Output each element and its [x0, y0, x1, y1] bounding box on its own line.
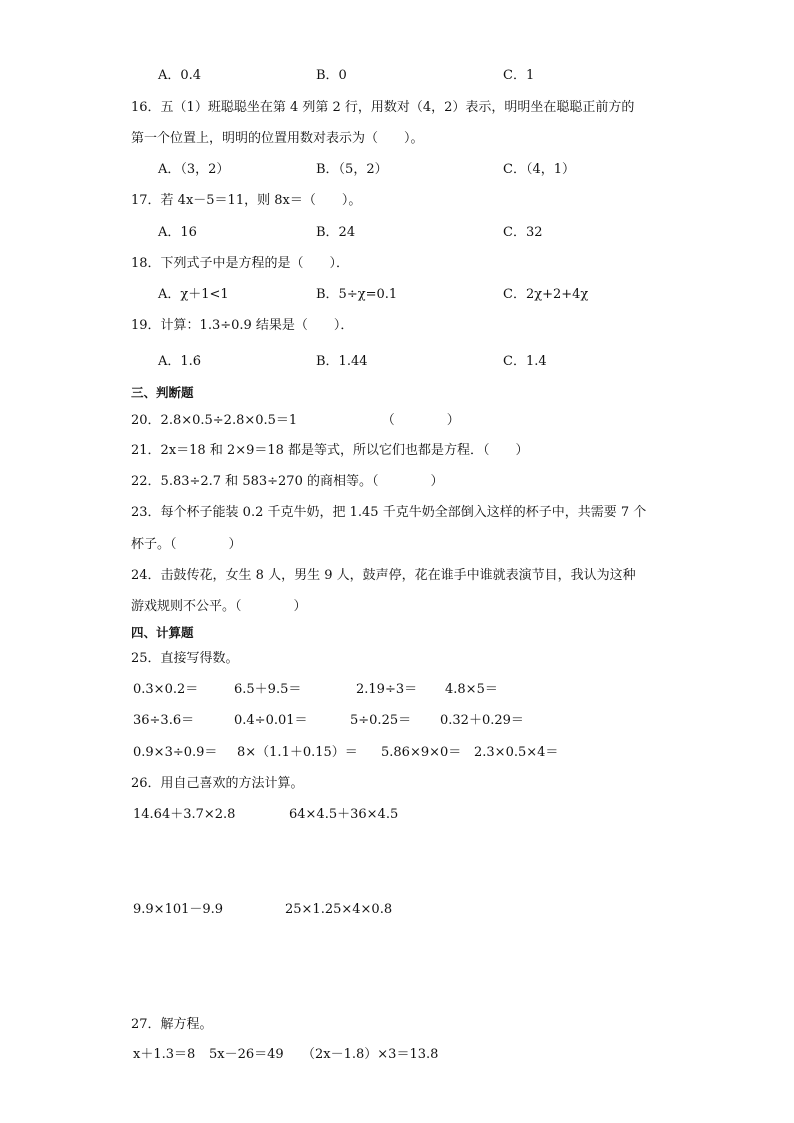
q25-item: 5.86×9×0＝: [381, 745, 462, 760]
q25-item: 6.5＋9.5＝: [234, 682, 302, 697]
q22-text: 22．5.83÷2.7 和 583÷270 的商相等。（ ）: [131, 474, 444, 489]
q24-text-line1: 24．击鼓传花，女生 8 人，男生 9 人，鼓声停，花在谁手中谁就表演节目，我认为这种: [131, 568, 636, 583]
q26-item: 64×4.5＋36×4.5: [289, 807, 399, 822]
q24-text-line2: 游戏规则不公平。（ ）: [131, 599, 307, 614]
q16-text-line2: 第一个位置上，明明的位置用数对表示为（ ）。: [131, 131, 424, 146]
q25-item: 2.19÷3＝: [356, 682, 418, 697]
q20-text: 20．2.8×0.5÷2.8×0.5＝1 （ ）: [131, 413, 460, 428]
q27-item: x＋1.3＝8: [133, 1047, 196, 1062]
q25-item: 4.8×5＝: [445, 682, 498, 697]
q25-item: 0.3×0.2＝: [133, 682, 199, 697]
q15-option-c: C．1: [503, 68, 535, 83]
q25-title: 25．直接写得数。: [131, 651, 239, 666]
q21-text: 21．2x＝18 和 2×9＝18 都是等式，所以它们也都是方程．（ ）: [131, 443, 529, 458]
q18-option-c: C．2χ+2+4χ: [503, 287, 589, 302]
q25-item: 5÷0.25＝: [350, 713, 412, 728]
q17-option-c: C．32: [503, 225, 543, 240]
q23-text-line2: 杯子。（ ）: [131, 537, 242, 552]
q18-option-a: A．χ＋1<1: [158, 287, 229, 302]
q26-item: 14.64＋3.7×2.8: [133, 807, 236, 822]
q19-option-a: A．1.6̇: [158, 354, 202, 369]
q25-item: 36÷3.6＝: [133, 713, 195, 728]
section-title-judgement: 三、判断题: [131, 385, 194, 400]
q25-item: 0.9×3÷0.9＝: [133, 745, 218, 760]
q19-text: 19．计算：1.3÷0.9 结果是（ ）．: [131, 318, 354, 333]
q17-option-b: B．24: [316, 225, 356, 240]
section-title-calculation: 四、计算题: [131, 625, 194, 640]
q17-text: 17．若 4x－5＝11，则 8x＝（ ）。: [131, 193, 362, 208]
q25-item: 0.32＋0.29＝: [440, 713, 524, 728]
q15-option-a: A．0.4: [158, 68, 202, 83]
q25-item: 8×（1.1＋0.15）＝: [237, 745, 358, 760]
q18-text: 18．下列式子中是方程的是（ ）．: [131, 256, 350, 271]
q27-title: 27．解方程。: [131, 1017, 213, 1032]
q16-option-b: B．（5，2）: [316, 162, 388, 177]
q27-item: 5x－26＝49: [209, 1047, 284, 1062]
q19-option-c: C．1.4̇: [503, 354, 547, 369]
q25-item: 0.4÷0.01＝: [234, 713, 308, 728]
q15-option-b: B．0: [316, 68, 347, 83]
q26-item: 25×1.25×4×0.8: [285, 902, 393, 917]
q23-text-line1: 23．每个杯子能装 0.2 千克牛奶，把 1.45 千克牛奶全部倒入这样的杯子中，共需要 7 个: [131, 505, 647, 520]
q17-option-a: A．16: [158, 225, 197, 240]
q16-option-a: A．（3，2）: [158, 162, 230, 177]
q27-item: （2x－1.8）×3＝13.8: [302, 1047, 439, 1062]
q16-option-c: C．（4，1）: [503, 162, 575, 177]
q25-item: 2.3×0.5×4＝: [474, 745, 559, 760]
q26-item: 9.9×101－9.9: [133, 902, 224, 917]
q19-option-b: B．1.4̇4̇: [316, 354, 368, 369]
q18-option-b: B．5÷χ=0.1: [316, 287, 398, 302]
q16-text-line1: 16．五（1）班聪聪坐在第 4 列第 2 行，用数对（4，2）表示，明明坐在聪聪正前方的: [131, 100, 635, 115]
q26-title: 26．用自己喜欢的方法计算。: [131, 776, 304, 791]
